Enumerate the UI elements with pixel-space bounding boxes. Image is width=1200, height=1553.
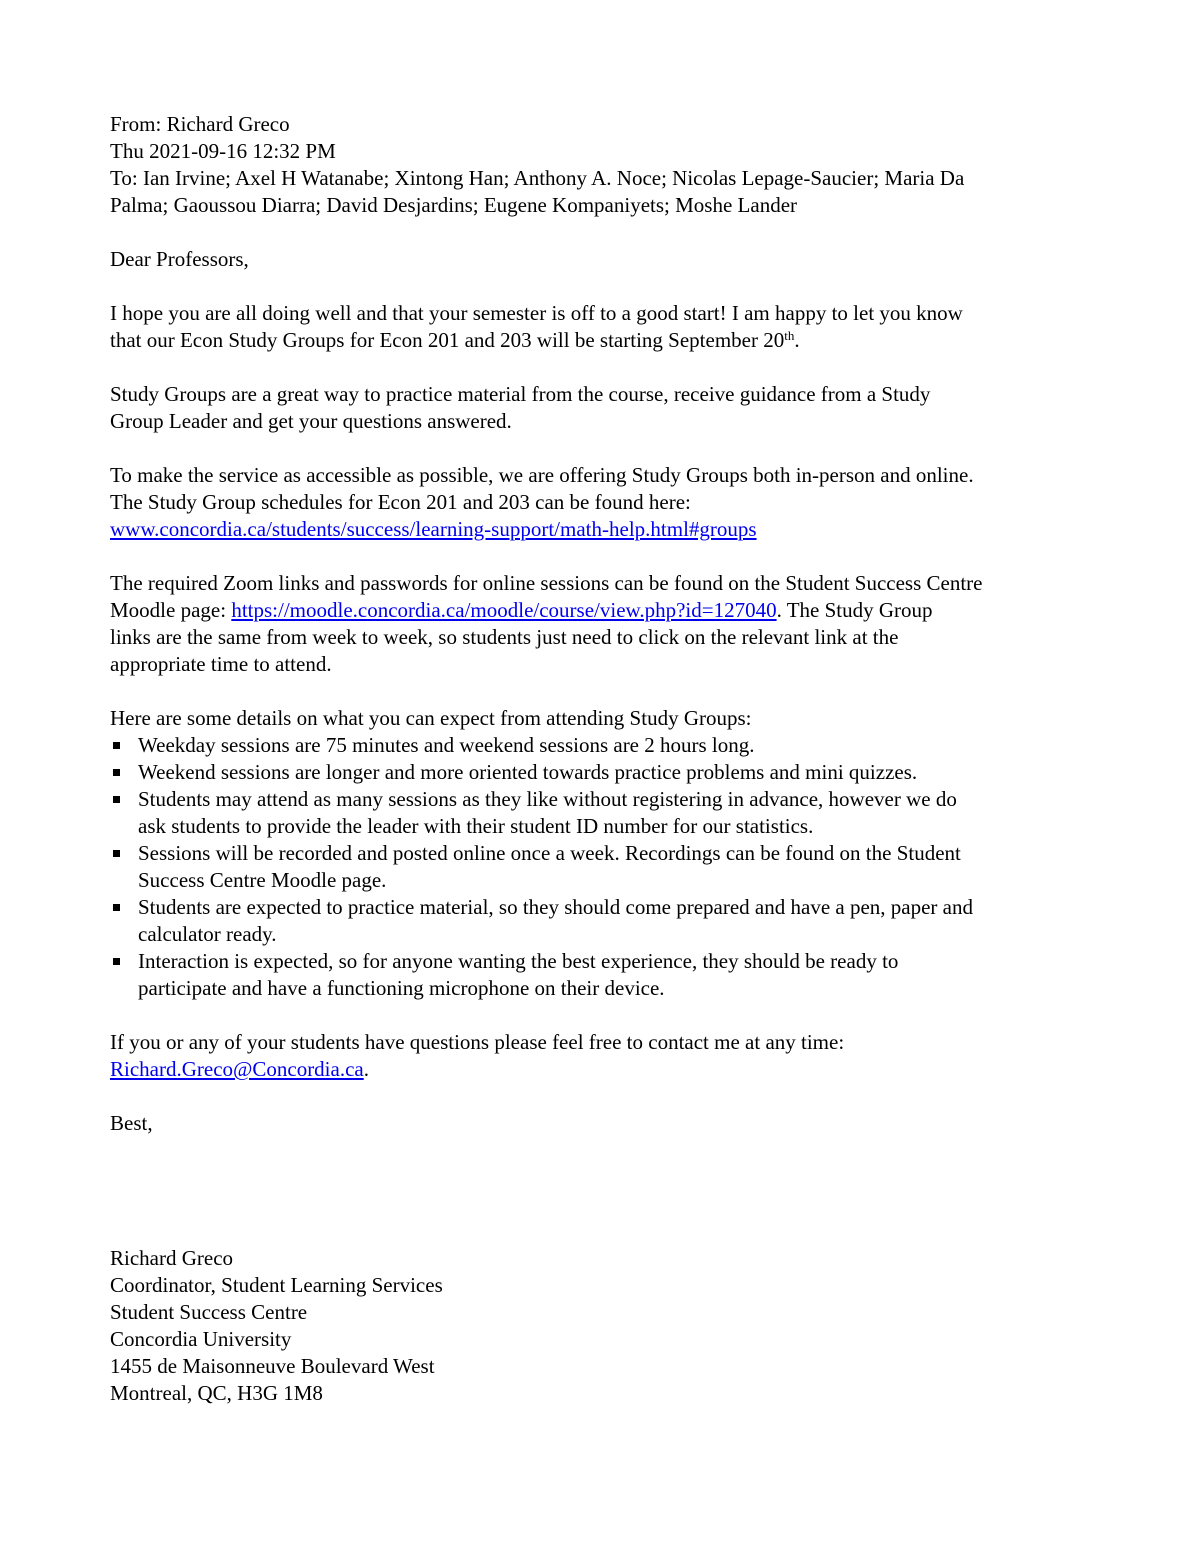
square-bullet-icon	[113, 850, 120, 857]
start-date-text: that our Econ Study Groups for Econ 201 and 203 will be starting September 20	[110, 328, 785, 352]
paragraph-schedules	[110, 462, 1100, 543]
list-item	[110, 840, 1100, 894]
list-item	[110, 732, 1100, 759]
list-item-text-continued: calculator ready.	[138, 922, 277, 946]
square-bullet-icon	[113, 742, 120, 749]
list-item	[110, 786, 1100, 840]
period: .	[794, 328, 800, 352]
signature-title: Coordinator, Student Learning Services	[110, 1273, 443, 1297]
paragraph-study-groups-line-2: Group Leader and get your questions answered.	[110, 409, 512, 433]
paragraph-zoom	[110, 570, 1100, 678]
signature-street: 1455 de Maisonneuve Boulevard West	[110, 1354, 435, 1378]
paragraph-zoom-line-3: links are the same from week to week, so students just need to click on the relevant link at the	[110, 625, 899, 649]
list-item-text: Interaction is expected, so for anyone wanting the best experience, they should be ready to	[138, 949, 899, 973]
paragraph-contact-line-2	[110, 1056, 1100, 1083]
signature-city: Montreal, QC, H3G 1M8	[110, 1381, 323, 1405]
ordinal-suffix: th	[784, 328, 795, 343]
list-item	[110, 759, 1100, 786]
list-item-text-continued: Success Centre Moodle page.	[138, 868, 387, 892]
closing: Best,	[110, 1111, 153, 1135]
list-item-text: Weekday sessions are 75 minutes and weekend sessions are 2 hours long.	[138, 733, 755, 757]
greeting: Dear Professors,	[110, 247, 249, 271]
paragraph-zoom-line-1: The required Zoom links and passwords for online sessions can be found on the Student Success Centre	[110, 571, 983, 595]
email-period: .	[363, 1057, 369, 1081]
paragraph-zoom-line-2	[110, 597, 1100, 624]
date-line: Thu 2021-09-16 12:32 PM	[110, 139, 336, 163]
details-list	[110, 732, 1100, 1002]
list-item-text-continued: ask students to provide the leader with their student ID number for our statistics.	[138, 814, 814, 838]
email-header	[110, 111, 1100, 219]
list-item	[110, 894, 1100, 948]
list-item	[110, 948, 1100, 1002]
email-link[interactable]: Richard.Greco@Concordia.ca	[110, 1057, 364, 1081]
to-line-2: Palma; Gaoussou Diarra; David Desjardins; Eugene Kompaniyets; Moshe Lander	[110, 193, 798, 217]
schedule-link[interactable]: www.concordia.ca/students/success/learning-support/math-help.html#groups	[110, 517, 757, 541]
moodle-link[interactable]: https://moodle.concordia.ca/moodle/course/view.php?id=127040	[231, 598, 777, 622]
paragraph-intro-line-1: I hope you are all doing well and that your semester is off to a good start! I am happy to let you know	[110, 301, 963, 325]
square-bullet-icon	[113, 796, 120, 803]
paragraph-schedules-line-1: To make the service as accessible as possible, we are offering Study Groups both in-person and online.	[110, 463, 974, 487]
paragraph-contact	[110, 1029, 1100, 1083]
list-item-text-continued: participate and have a functioning microphone on their device.	[138, 976, 665, 1000]
signature-block	[110, 1245, 1100, 1407]
list-item-text: Weekend sessions are longer and more oriented towards practice problems and mini quizzes.	[138, 760, 918, 784]
square-bullet-icon	[113, 958, 120, 965]
signature-department: Student Success Centre	[110, 1300, 308, 1324]
moodle-label: Moodle page:	[110, 598, 232, 622]
paragraph-intro	[110, 300, 1100, 354]
list-item-text: Students are expected to practice material, so they should come prepared and have a pen, paper and	[138, 895, 973, 919]
list-item-text: Sessions will be recorded and posted online once a week. Recordings can be found on the Student	[138, 841, 961, 865]
to-line-1: To: Ian Irvine; Axel H Watanabe; Xintong Han; Anthony A. Noce; Nicolas Lepage-Saucier; Maria Da	[110, 166, 965, 190]
signature-university: Concordia University	[110, 1327, 292, 1351]
signature-name: Richard Greco	[110, 1246, 234, 1270]
signature-spacer	[110, 1137, 1100, 1245]
paragraph-intro-line-2	[110, 327, 1100, 354]
list-item-text: Students may attend as many sessions as they like without registering in advance, however we do	[138, 787, 957, 811]
email-body	[110, 111, 1100, 1407]
from-line: From: Richard Greco	[110, 112, 290, 136]
paragraph-study-groups	[110, 381, 1100, 435]
moodle-post-text: . The Study Group	[776, 598, 933, 622]
paragraph-contact-line-1: If you or any of your students have questions please feel free to contact me at any time:	[110, 1030, 845, 1054]
square-bullet-icon	[113, 904, 120, 911]
paragraph-study-groups-line-1: Study Groups are a great way to practice material from the course, receive guidance from a Study	[110, 382, 931, 406]
square-bullet-icon	[113, 769, 120, 776]
paragraph-zoom-line-4: appropriate time to attend.	[110, 652, 332, 676]
details-intro: Here are some details on what you can expect from attending Study Groups:	[110, 706, 752, 730]
paragraph-schedules-line-3	[110, 516, 1100, 543]
paragraph-schedules-line-2: The Study Group schedules for Econ 201 and 203 can be found here:	[110, 490, 691, 514]
